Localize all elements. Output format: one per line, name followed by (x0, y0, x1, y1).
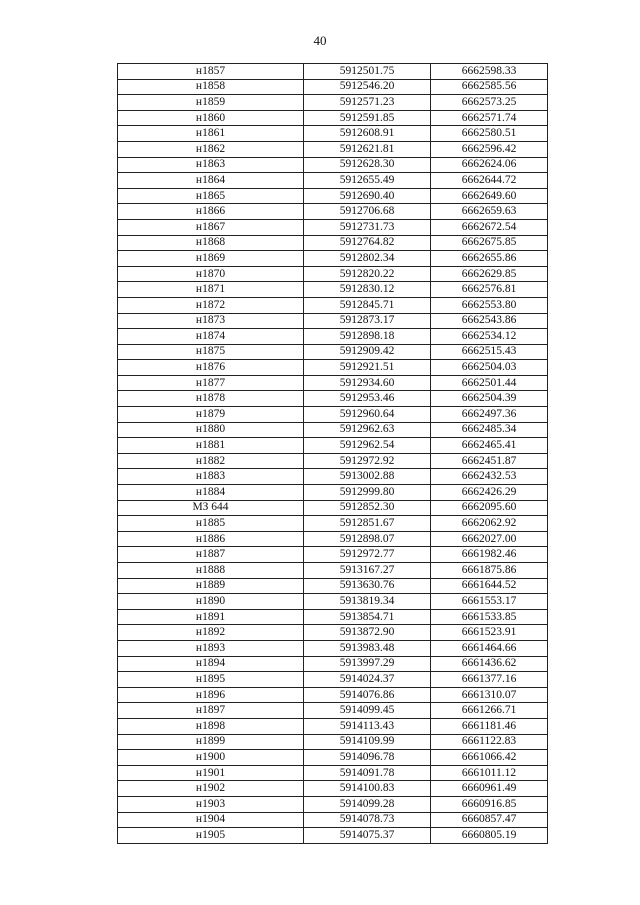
x-coordinate-cell: 5914099.28 (304, 796, 431, 812)
table-row (118, 407, 548, 423)
table-row (118, 126, 548, 142)
y-coordinate-cell: 6661553.17 (431, 594, 548, 610)
y-coordinate-cell: 6662655.86 (431, 251, 548, 267)
y-coordinate-cell: 6662504.39 (431, 391, 548, 407)
x-coordinate-cell: 5914078.73 (304, 812, 431, 828)
y-coordinate-cell: 6662553.80 (431, 297, 548, 313)
y-coordinate-cell: 6661266.71 (431, 703, 548, 719)
point-name-cell: н1896 (118, 687, 304, 703)
point-name-cell: н1897 (118, 703, 304, 719)
table-row (118, 453, 548, 469)
x-coordinate-cell: 5912764.82 (304, 235, 431, 251)
y-coordinate-cell: 6660916.85 (431, 796, 548, 812)
coordinates-table (117, 63, 548, 844)
point-name-cell: н1858 (118, 79, 304, 95)
y-coordinate-cell: 6660857.47 (431, 812, 548, 828)
table-row (118, 781, 548, 797)
x-coordinate-cell: 5912909.42 (304, 344, 431, 360)
table-row (118, 282, 548, 298)
y-coordinate-cell: 6662485.34 (431, 422, 548, 438)
y-coordinate-cell: 6662675.85 (431, 235, 548, 251)
point-name-cell: н1898 (118, 718, 304, 734)
x-coordinate-cell: 5912571.23 (304, 95, 431, 111)
y-coordinate-cell: 6661464.66 (431, 640, 548, 656)
x-coordinate-cell: 5912655.49 (304, 173, 431, 189)
table-row (118, 329, 548, 345)
y-coordinate-cell: 6661644.52 (431, 578, 548, 594)
table-row (118, 344, 548, 360)
y-coordinate-cell: 6662576.81 (431, 282, 548, 298)
y-coordinate-cell: 6661377.16 (431, 672, 548, 688)
x-coordinate-cell: 5912960.64 (304, 407, 431, 423)
x-coordinate-cell: 5912953.46 (304, 391, 431, 407)
x-coordinate-cell: 5913872.90 (304, 625, 431, 641)
x-coordinate-cell: 5912972.92 (304, 453, 431, 469)
point-name-cell: н1881 (118, 438, 304, 454)
point-name-cell: н1859 (118, 95, 304, 111)
point-name-cell: н1900 (118, 750, 304, 766)
point-name-cell: н1875 (118, 344, 304, 360)
point-name-cell: н1888 (118, 563, 304, 579)
point-name-cell: н1887 (118, 547, 304, 563)
point-name-cell: н1891 (118, 609, 304, 625)
table-row (118, 266, 548, 282)
table-row (118, 563, 548, 579)
point-name-cell: н1877 (118, 375, 304, 391)
coordinates-table-body (118, 64, 548, 844)
x-coordinate-cell: 5914024.37 (304, 672, 431, 688)
y-coordinate-cell: 6661310.07 (431, 687, 548, 703)
x-coordinate-cell: 5913819.34 (304, 594, 431, 610)
x-coordinate-cell: 5912690.40 (304, 188, 431, 204)
point-name-cell: н1886 (118, 531, 304, 547)
y-coordinate-cell: 6662426.29 (431, 485, 548, 501)
x-coordinate-cell: 5912898.07 (304, 531, 431, 547)
x-coordinate-cell: 5912802.34 (304, 251, 431, 267)
y-coordinate-cell: 6662497.36 (431, 407, 548, 423)
table-row (118, 703, 548, 719)
y-coordinate-cell: 6662672.54 (431, 219, 548, 235)
table-row (118, 547, 548, 563)
page-number: 40 (313, 33, 327, 48)
x-coordinate-cell: 5912731.73 (304, 219, 431, 235)
point-name-cell: н1872 (118, 297, 304, 313)
table-row (118, 531, 548, 547)
table-row (118, 796, 548, 812)
point-name-cell: н1905 (118, 828, 304, 844)
table-row (118, 360, 548, 376)
table-row (118, 95, 548, 111)
x-coordinate-cell: 5912820.22 (304, 266, 431, 282)
table-row (118, 297, 548, 313)
table-row (118, 79, 548, 95)
point-name-cell: н1879 (118, 407, 304, 423)
table-row (118, 251, 548, 267)
table-row (118, 625, 548, 641)
y-coordinate-cell: 6661181.46 (431, 718, 548, 734)
point-name-cell: н1890 (118, 594, 304, 610)
table-row (118, 64, 548, 80)
table-row (118, 469, 548, 485)
x-coordinate-cell: 5912873.17 (304, 313, 431, 329)
table-row (118, 578, 548, 594)
y-coordinate-cell: 6662515.43 (431, 344, 548, 360)
x-coordinate-cell: 5912706.68 (304, 204, 431, 220)
x-coordinate-cell: 5913002.88 (304, 469, 431, 485)
x-coordinate-cell: 5912851.67 (304, 516, 431, 532)
y-coordinate-cell: 6661436.62 (431, 656, 548, 672)
y-coordinate-cell: 6661533.85 (431, 609, 548, 625)
point-name-cell: н1880 (118, 422, 304, 438)
x-coordinate-cell: 5913167.27 (304, 563, 431, 579)
point-name-cell: н1870 (118, 266, 304, 282)
y-coordinate-cell: 6661011.12 (431, 765, 548, 781)
point-name-cell: н1895 (118, 672, 304, 688)
table-row (118, 656, 548, 672)
point-name-cell: н1863 (118, 157, 304, 173)
point-name-cell: н1867 (118, 219, 304, 235)
x-coordinate-cell: 5912962.54 (304, 438, 431, 454)
table-row (118, 438, 548, 454)
x-coordinate-cell: 5912546.20 (304, 79, 431, 95)
point-name-cell: н1857 (118, 64, 304, 80)
point-name-cell: н1869 (118, 251, 304, 267)
y-coordinate-cell: 6662432.53 (431, 469, 548, 485)
point-name-cell: н1876 (118, 360, 304, 376)
y-coordinate-cell: 6662596.42 (431, 141, 548, 157)
y-coordinate-cell: 6662504.03 (431, 360, 548, 376)
y-coordinate-cell: 6660805.19 (431, 828, 548, 844)
point-name-cell: н1878 (118, 391, 304, 407)
table-row (118, 828, 548, 844)
point-name-cell: н1899 (118, 734, 304, 750)
table-row (118, 750, 548, 766)
table-row (118, 391, 548, 407)
y-coordinate-cell: 6662580.51 (431, 126, 548, 142)
x-coordinate-cell: 5914109.99 (304, 734, 431, 750)
table-row (118, 157, 548, 173)
table-row (118, 500, 548, 516)
point-name-cell: н1864 (118, 173, 304, 189)
point-name-cell: н1894 (118, 656, 304, 672)
point-name-cell: н1868 (118, 235, 304, 251)
x-coordinate-cell: 5912921.51 (304, 360, 431, 376)
table-row (118, 516, 548, 532)
point-name-cell: н1865 (118, 188, 304, 204)
x-coordinate-cell: 5912628.30 (304, 157, 431, 173)
y-coordinate-cell: 6662062.92 (431, 516, 548, 532)
x-coordinate-cell: 5913983.48 (304, 640, 431, 656)
point-name-cell: МЗ 644 (118, 500, 304, 516)
point-name-cell: н1866 (118, 204, 304, 220)
x-coordinate-cell: 5913854.71 (304, 609, 431, 625)
y-coordinate-cell: 6662649.60 (431, 188, 548, 204)
table-row (118, 110, 548, 126)
x-coordinate-cell: 5914096.78 (304, 750, 431, 766)
point-name-cell: н1861 (118, 126, 304, 142)
y-coordinate-cell: 6662465.41 (431, 438, 548, 454)
x-coordinate-cell: 5914113.43 (304, 718, 431, 734)
y-coordinate-cell: 6662659.63 (431, 204, 548, 220)
y-coordinate-cell: 6661122.83 (431, 734, 548, 750)
y-coordinate-cell: 6662644.72 (431, 173, 548, 189)
y-coordinate-cell: 6662543.86 (431, 313, 548, 329)
point-name-cell: н1862 (118, 141, 304, 157)
x-coordinate-cell: 5914076.86 (304, 687, 431, 703)
x-coordinate-cell: 5912934.60 (304, 375, 431, 391)
x-coordinate-cell: 5912621.81 (304, 141, 431, 157)
table-row (118, 313, 548, 329)
y-coordinate-cell: 6662573.25 (431, 95, 548, 111)
x-coordinate-cell: 5912962.63 (304, 422, 431, 438)
table-row (118, 734, 548, 750)
x-coordinate-cell: 5912501.75 (304, 64, 431, 80)
x-coordinate-cell: 5914075.37 (304, 828, 431, 844)
x-coordinate-cell: 5912852.30 (304, 500, 431, 516)
y-coordinate-cell: 6662585.56 (431, 79, 548, 95)
point-name-cell: н1884 (118, 485, 304, 501)
point-name-cell: н1904 (118, 812, 304, 828)
table-row (118, 718, 548, 734)
point-name-cell: н1889 (118, 578, 304, 594)
table-row (118, 594, 548, 610)
point-name-cell: н1903 (118, 796, 304, 812)
point-name-cell: н1883 (118, 469, 304, 485)
x-coordinate-cell: 5912898.18 (304, 329, 431, 345)
table-row (118, 765, 548, 781)
x-coordinate-cell: 5914091.78 (304, 765, 431, 781)
x-coordinate-cell: 5913630.76 (304, 578, 431, 594)
table-row (118, 422, 548, 438)
y-coordinate-cell: 6661523.91 (431, 625, 548, 641)
y-coordinate-cell: 6661875.86 (431, 563, 548, 579)
point-name-cell: н1874 (118, 329, 304, 345)
x-coordinate-cell: 5912591.85 (304, 110, 431, 126)
x-coordinate-cell: 5914100.83 (304, 781, 431, 797)
table-row (118, 219, 548, 235)
table-row (118, 687, 548, 703)
x-coordinate-cell: 5912972.77 (304, 547, 431, 563)
point-name-cell: н1871 (118, 282, 304, 298)
x-coordinate-cell: 5914099.45 (304, 703, 431, 719)
point-name-cell: н1892 (118, 625, 304, 641)
point-name-cell: н1902 (118, 781, 304, 797)
x-coordinate-cell: 5913997.29 (304, 656, 431, 672)
point-name-cell: н1882 (118, 453, 304, 469)
y-coordinate-cell: 6662571.74 (431, 110, 548, 126)
table-row (118, 609, 548, 625)
y-coordinate-cell: 6662451.87 (431, 453, 548, 469)
y-coordinate-cell: 6660961.49 (431, 781, 548, 797)
y-coordinate-cell: 6661066.42 (431, 750, 548, 766)
table-row (118, 173, 548, 189)
x-coordinate-cell: 5912845.71 (304, 297, 431, 313)
table-row (118, 235, 548, 251)
table-row (118, 204, 548, 220)
point-name-cell: н1893 (118, 640, 304, 656)
y-coordinate-cell: 6662501.44 (431, 375, 548, 391)
table-row (118, 188, 548, 204)
y-coordinate-cell: 6662629.85 (431, 266, 548, 282)
point-name-cell: н1873 (118, 313, 304, 329)
y-coordinate-cell: 6662095.60 (431, 500, 548, 516)
x-coordinate-cell: 5912999.80 (304, 485, 431, 501)
table-row (118, 485, 548, 501)
point-name-cell: н1885 (118, 516, 304, 532)
x-coordinate-cell: 5912830.12 (304, 282, 431, 298)
table-row (118, 640, 548, 656)
x-coordinate-cell: 5912608.91 (304, 126, 431, 142)
table-row (118, 672, 548, 688)
y-coordinate-cell: 6662534.12 (431, 329, 548, 345)
table-row (118, 812, 548, 828)
y-coordinate-cell: 6662624.06 (431, 157, 548, 173)
y-coordinate-cell: 6661982.46 (431, 547, 548, 563)
table-row (118, 375, 548, 391)
y-coordinate-cell: 6662598.33 (431, 64, 548, 80)
y-coordinate-cell: 6662027.00 (431, 531, 548, 547)
table-row (118, 141, 548, 157)
point-name-cell: н1901 (118, 765, 304, 781)
point-name-cell: н1860 (118, 110, 304, 126)
